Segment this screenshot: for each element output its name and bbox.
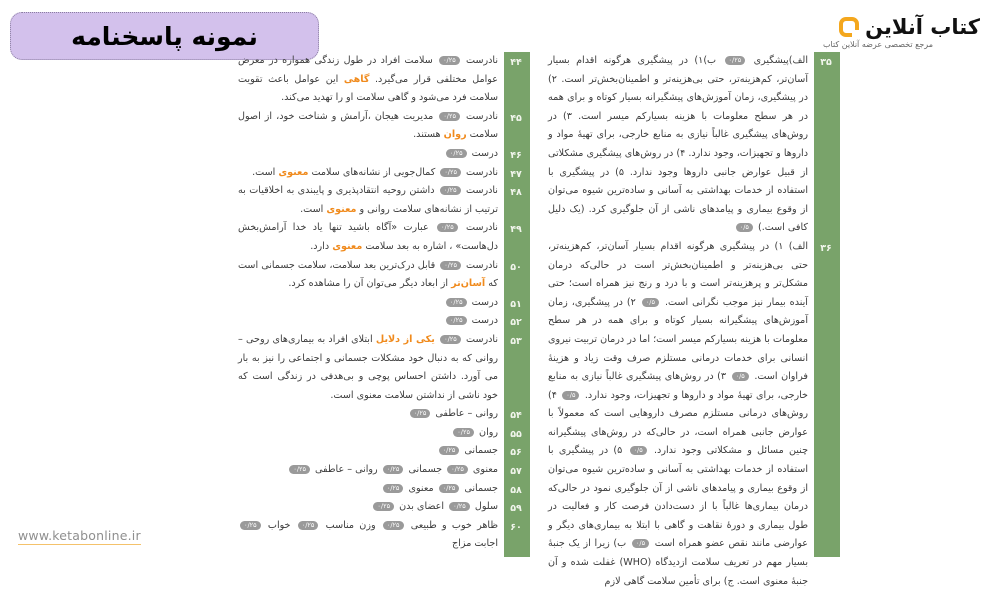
question-number: ۵۳ [510,335,522,347]
answer-entry [238,442,522,461]
question-number: ۴۹ [510,224,522,236]
answer-text: الف)پیشگیری [747,55,808,66]
question-number: ۵۶ [510,447,522,459]
answer-text: الف) ۱) در پیشگیری هرگونه اقدام بسیار آسان‌تر، کم‌هزینه‌تر، حتی بی‌هزینه‌تر و اطمینان‌بخش‌تر است در حالی‌که درمان مشکل‌تر و پرهزینه‌تر است و با درد و رنج نیز همراه است؛ حتی آینده بیمار نیز موجب نگرانی است. [548,240,808,308]
answer-text: ۴) روش‌های درمانی مستلزم مصرف داروهایی است که معمولاً با عوارض جانبی همراه است، در حالی‌که در روش‌های پیشگیرانه چنین مسائل و مشکلاتی وجود ندارد. [548,389,809,457]
answer-text: نادرست [462,166,498,178]
answer-text: نادرست [462,259,498,271]
question-number: ۵۲ [510,317,522,329]
answer-entry [548,52,832,238]
answer-text: ابتلای افراد به بیماری‌های روحی – روانی که به دنبال خود مشکلات جسمانی و اجتماعی را نیز به بار می آورد. داشتن احساس پوچی و بی‌هدفی در زندگی است که خود ناشی از نداشتن سلامت معنوی است. [238,333,498,401]
score-badge: ۰/۵ [632,539,649,548]
question-number: ۵۹ [510,503,522,515]
highlighted-term: یکی از دلایل [375,333,435,345]
answer-entry [238,294,522,313]
answer-entry [238,480,522,499]
answer-text: قابل درک‌ترین بعد سلامت، سلامت جسمانی است که [238,259,498,290]
answer-text [435,334,438,345]
highlighted-term: آسان‌تر [451,278,486,290]
answer-entry [238,331,522,405]
answer-entry [238,498,522,517]
answer-text: ب)۱) در پیشگیری هرگونه اقدام بسیار آسان‌تر، کم‌هزینه‌تر، حتی بی‌هزینه‌تر و اطمینان‌بخش‌تر است. ۲) در پیشگیری، زمان آموزش‌های پیشگیرانه بسیار کوتاه و برای همه در هر سطح معلومات با هزینه بسیارکم میسر است. ۳) در روش‌های پیشگیری غالباً نیازی به منابع خارجی، برای تهیهٔ مواد و داروها و تجهیزات، وجود ندارد. ۴) در روش‌های پیشگیری مشکلاتی از قبیل عوارض جانبی داروها وجود ندارد. ۵) در پیشگیری با استفاده از خدمات بهداشتی به آسانی و ساده‌ترین شیوه می‌توان از وقوع بیماری و پیامدهای ناشی از آن جلوگیری کرد. (یک دلیل کافی است.) [548,55,808,234]
answer-entry [238,164,522,183]
score-badge: ۰/۲۵ [440,261,461,270]
answer-text: روان [475,426,498,438]
number-bar [814,52,840,557]
score-badge: ۰/۲۵ [439,56,460,65]
score-badge: ۰/۲۵ [440,168,461,177]
answer-text: درست [468,296,498,308]
answer-text: مدیریت هیجان ،آرامش و شناخت خود، از اصول سلامت [238,110,498,141]
score-badge: ۰/۲۵ [383,521,404,530]
answer-text: از ابعاد دیگر می‌توان آن را مشاهده کرد. [288,278,452,290]
score-badge: ۰/۲۵ [453,428,474,437]
score-badge: ۰/۵ [732,372,749,381]
score-badge: ۰/۵ [736,223,753,232]
answer-text: ۲) در پیشگیری، زمان آموزش‌های پیشگیرانه بسیار کوتاه و برای همه در هر سطح معلومات با هزینه بسیارکم میسر است؛ اما در درمان تربیت نیروی انسانی برای خدمات درمانی مستلزم صرف وقت زیاد و هزینهٔ فراوان است. [548,296,808,383]
highlighted-term: معنوی [326,203,357,215]
answer-text: جسمانی [461,482,498,494]
question-number: ۴۷ [510,168,522,180]
score-badge: ۰/۲۵ [446,149,467,158]
question-number: ۴۸ [510,187,522,199]
page-title: نمونه پاسخنامه [71,21,258,51]
answer-column-right [548,52,840,587]
answer-list [238,52,522,554]
score-badge: ۰/۵ [630,446,647,455]
ketabonline-logo-icon [839,17,859,37]
answer-entry [238,405,522,424]
answer-text: نادرست [459,222,498,234]
answer-text: است. [300,203,327,215]
question-number: ۳۵ [820,57,832,68]
answer-text: دارد. [310,240,333,252]
answer-text: اعضای بدن [396,501,448,513]
answer-text: هستند. [413,129,444,141]
score-badge: ۰/۵ [642,298,659,307]
score-badge: ۰/۲۵ [439,484,460,493]
answer-entry [238,424,522,443]
answer-entry [238,257,522,294]
question-number: ۵۸ [510,484,522,496]
score-badge: ۰/۲۵ [440,186,461,195]
answer-text: سلامت افراد در طول زندگی همواره در معرض عوامل مختلفی قرار می‌گیرد. [238,55,498,85]
answer-entry [238,517,522,554]
question-number: ۴۶ [510,149,522,161]
answer-text: خواب [262,519,296,531]
score-badge: ۰/۲۵ [437,223,458,232]
answer-text: معنوی [405,482,437,494]
answer-column-left [238,52,530,557]
highlighted-term: معنوی [278,166,309,178]
score-badge: ۰/۵ [562,391,579,400]
highlighted-term: معنوی [332,240,363,252]
answer-list [548,52,832,591]
answer-text: جسمانی [405,464,446,476]
score-badge: ۰/۲۵ [447,465,468,474]
score-badge: ۰/۲۵ [439,112,460,121]
logo-name: کتاب آنلاین [865,15,980,39]
answer-entry [238,108,522,145]
question-number: ۶۰ [510,521,522,533]
score-badge: ۰/۲۵ [373,502,394,511]
score-badge: ۰/۲۵ [383,465,404,474]
score-badge: ۰/۲۵ [446,298,467,307]
answer-entry [238,52,522,108]
question-number: ۳۶ [820,242,832,254]
answer-entry [548,238,832,591]
score-badge: ۰/۲۵ [440,335,461,344]
answer-text: معنوی [469,464,498,476]
answer-entry [238,312,522,331]
answer-text: ظاهر خوب و طبیعی [405,519,498,531]
answer-text: وزن مناسب [320,519,381,531]
answer-text: نادرست [461,55,498,66]
ketabonline-logo [805,16,980,56]
score-badge: ۰/۲۵ [289,465,310,474]
answer-text: نادرست [461,110,498,122]
answer-text: روانی – عاطفی [432,408,498,420]
answer-text: کمال‌جویی از نشانه‌های سلامت [308,166,439,178]
highlighted-term: روان [443,129,467,141]
answer-text: است. [252,166,279,178]
score-badge: ۰/۲۵ [446,316,467,325]
answer-entry [238,182,522,219]
question-number: ۴۴ [510,57,522,68]
answer-text: درست [468,147,498,159]
question-number: ۵۵ [510,428,522,440]
answer-text: داشتن روحیه انتقادپذیری و پایبندی به اخلاقیات به ترتیب از نشانه‌های سلامت روانی و [238,185,498,215]
answer-text: اجابت مزاج [452,538,498,550]
answer-text: درست [468,315,498,327]
footer-url[interactable]: www.ketabonline.ir [18,528,141,543]
question-number: ۴۵ [510,112,522,124]
answer-text: روانی – عاطفی [312,464,381,476]
answer-text: عبارت «آگاه باشید تنها یاد خدا آرامش‌بخش دل‌هاست» ، اشاره به بعد سلامت [238,222,498,252]
answer-text: نادرست [462,333,498,345]
score-badge: ۰/۲۵ [298,521,319,530]
score-badge: ۰/۲۵ [410,409,431,418]
answer-text: ۵) در پیشگیری با استفاده از خدمات بهداشتی به آسانی و ساده‌ترین شیوه می‌توان از وقوع بیماری و پیامدهای ناشی از آن جلوگیری نمود در حالی‌که درمان بیماری‌ها غالباً با از دست‌دادن فرصت کار و فعالیت در طول بیماری و دورهٔ نقاهت و گاهی با ابتلا به بیماری‌های دیگر و عوارضی مانند نقص عضو همراه است [548,445,808,550]
answer-text: ۳) در روش‌های پیشگیری غالباً نیازی به منابع خارجی، برای تهیهٔ مواد و داروها و تجهیزات، وجود ندارد. [548,371,808,401]
question-number: ۵۷ [510,466,522,478]
answer-text: این عوامل باعث تقویت سلامت فرد می‌شود و گاهی سلامت او را تهدید می‌کند. [238,73,498,104]
answer-entry [238,145,522,164]
answer-entry [238,461,522,480]
score-badge: ۰/۲۵ [725,56,746,65]
question-number: ۵۴ [510,410,522,422]
answer-text: سلول [471,501,498,513]
logo-tagline: مرجع تخصصی عرضه آنلاین کتاب [823,40,934,49]
question-number: ۵۱ [510,298,522,310]
score-badge: ۰/۲۵ [240,521,261,530]
score-badge: ۰/۲۵ [439,446,460,455]
question-number: ۵۰ [510,261,522,273]
answer-text: نادرست [462,185,498,197]
highlighted-term: گاهی [343,73,370,85]
answer-entry [238,219,522,256]
score-badge: ۰/۲۵ [383,484,404,493]
answer-text: ب) زیرا از یک جنبهٔ بسیار مهم در تعریف سلامت ازدیدگاه (WHO) غفلت شده و آن جنبهٔ معنوی است. ج) برای تأمین سلامت گاهی لازم [548,538,808,587]
score-badge: ۰/۲۵ [449,502,470,511]
answer-text: جسمانی [461,445,498,457]
